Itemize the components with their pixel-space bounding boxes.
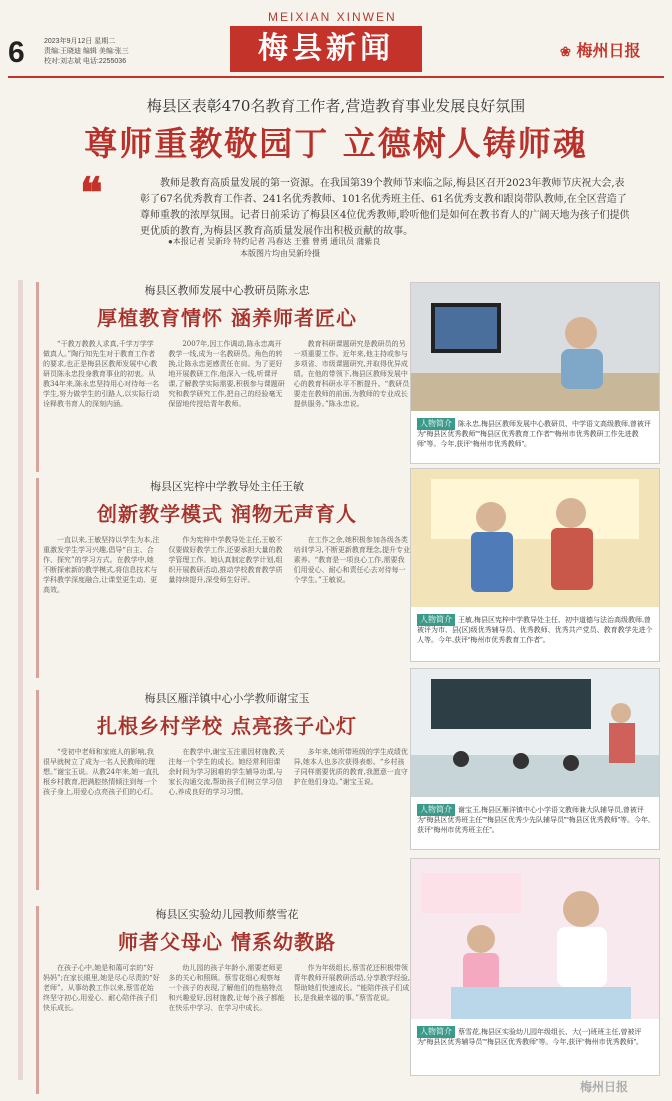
article-column: 2007年,因工作调动,陈永忠离开教学一线,成为一名教研员。角色的转换,让陈永忠更感责任在肩。为了更好地开展教研工作,他深入一线,听课评课,了解教学实际需要,积极参与课题研究和教学研究工作,把自己的经验毫无保留地传授给青年教师。 [168, 340, 285, 408]
article-column: 作为年级组长,蔡雪花还积极带领青年教师开展教研活动,分享教学经验,帮助她们快速成长。“能陪伴孩子们成长,是我最幸福的事。”蔡雪花说。 [293, 964, 411, 1002]
article-column: 在教学中,谢宝玉注重因材施教,关注每一个学生的成长。她经常利用课余时间为学习困难的学生辅导功课,与家长沟通交流,帮助孩子们树立学习信心,养成良好的学习习惯。 [168, 748, 285, 796]
article-column: 作为宪梓中学教导处主任,王敏不仅要做好教学工作,还要承担大量的教学管理工作。她认真制定教学计划,组织开展教研活动,推动学校教育教学质量持续提升,深受师生好评。 [168, 536, 283, 584]
photo-card [410, 468, 660, 662]
quote-icon: ❝ [80, 168, 103, 217]
photo-credit: 本版图片均由吴新玲摄 [240, 249, 320, 258]
article-title: 扎根乡村学校 点亮孩子心灯 [97, 714, 357, 738]
article-column: 在工作之余,她积极参加各级各类培训学习,不断更新教育理念,提升专业素养。“教育是一项良心工作,需要我们用爱心、耐心和责任心去对待每一个学生。”王敏说。 [293, 536, 411, 584]
proof-line: 校对:刘志斌 电话:2255036 [44, 58, 127, 65]
section-title: 梅县新闻 [230, 26, 422, 72]
header-rule [8, 76, 664, 78]
photo-chen-yongzhong [411, 283, 659, 411]
article-title: 创新教学模式 润物无声育人 [97, 502, 357, 526]
article-column: 一直以来,王敏坚持以学生为本,注重激发学生学习兴趣,倡导“自主、合作、探究”的学习方式。在教学中,她不断探索新的教学模式,将信息技术与学科教学深度融合,让课堂更生动、更高效。 [43, 536, 160, 594]
article-subject: 梅县区实验幼儿园教师蔡雪花 [155, 908, 299, 921]
editor-line: 责编:王晓迪 编辑 美编:张三 [44, 48, 129, 55]
caption-text: 谢宝玉,梅县区雁洋镇中心小学语文教师兼大队辅导员,曾被评为“梅县区优秀班主任”“梅县区优秀少先队辅导员”“梅县区优秀教师”等。今年,获评“梅州市优秀班主任”。 [417, 807, 650, 834]
photo-card [410, 282, 660, 464]
caption-tag: 人物简介 [417, 804, 455, 816]
photo-cai-xuehua [411, 859, 659, 1019]
article-column: “干教万教教人求真,千学万学学做真人。”陶行知先生对于教育工作者的要求,也正是梅县区教师发展中心教研员陈永忠投身教育事业的初衷。从教34年来,陈永忠坚持用心对待每一名学生,努力做学生的引路人,以实际行动诠释教书育人的深刻内涵。 [43, 340, 160, 408]
article-chen-yongzhong [36, 282, 411, 472]
photo-caption [411, 801, 659, 851]
logo-icon: ❀ [560, 45, 571, 60]
photo-card [410, 858, 660, 1076]
article-subject: 梅县区宪梓中学教导处主任王敏 [150, 480, 304, 493]
caption-text: 蔡雪花,梅县区实验幼儿园年级组长、大(一)班班主任,曾被评为“梅县区优秀辅导员”“梅县区优秀教师”等。今年,获评“梅州市优秀教师”。 [417, 1029, 643, 1046]
caption-text: 陈永忠,梅县区教师发展中心教研员、中学语文高级教师,曾被评为“梅县区优秀教师”“梅县区优秀教育工作者”“梅州市优秀教研工作先进教师”等。今年,获评“梅州市优秀教师”。 [417, 421, 651, 448]
photo-wang-min [411, 469, 659, 607]
caption-tag: 人物简介 [417, 418, 455, 430]
date-line: 2023年9月12日 星期二 [44, 38, 116, 45]
subheadline: 梅县区表彰470名教育工作者,营造教育事业发展良好氛围 [146, 97, 526, 115]
caption-tag: 人物简介 [417, 614, 455, 626]
photo-caption [411, 1023, 659, 1079]
caption-tag: 人物简介 [417, 1026, 455, 1038]
section-english-name: MEIXIAN XINWEN [268, 10, 397, 24]
photo-card [410, 668, 660, 850]
byline: ●本报记者 吴新玲 特约记者 冯春达 王雅 曾勇 通讯员 蒲紫良 [168, 237, 381, 246]
footer-logo: 梅州日报 [580, 1080, 629, 1094]
article-xie-baoyu [36, 690, 411, 890]
caption-text: 王敏,梅县区宪梓中学教导处主任、初中道德与法治高级教师,曾被评为市、县(区)级优秀辅导员、优秀教师、优秀共产党员、教育教学先进个人等。今年,获评“梅州市优秀教育工作者”。 [417, 617, 653, 644]
article-title: 师者父母心 情系幼教路 [118, 930, 336, 954]
photo-caption [411, 611, 659, 663]
article-column: 多年来,她所带班级的学生成绩优异,她本人也多次获得表彰。“乡村孩子同样需要优质的教育,我愿意一直守护在他们身边。”谢宝玉说。 [293, 748, 408, 786]
photo-caption [411, 415, 659, 465]
headline: 尊师重教敬园丁 立德树人铸师魂 [84, 124, 588, 163]
logo-text: 梅州日报 [576, 41, 641, 60]
article-column: “受初中老师和家庭人的影响,我很早就树立了成为一名人民教师的理想。”谢宝玉说。从教24年来,她一直扎根乡村教育,把满腔热情倾注到每一个孩子身上,用爱心点亮孩子们的心灯。 [43, 748, 160, 796]
article-column: 教育科研课题研究是教研员的另一项重要工作。近年来,他主持或参与多项省、市级课题研究,并取得优异成绩。在他的带领下,梅县区教师发展中心的教育科研水平不断提升。“教研员要走在教师的前面,为教师的专业成长提供服务。”陈永忠说。 [293, 340, 410, 408]
article-column: 幼儿园的孩子年龄小,需要老师更多的关心和照顾。蔡雪花细心观察每一个孩子的表现,了解他们的性格特点和兴趣爱好,因材施教,让每个孩子都能在快乐中学习、在学习中成长。 [168, 964, 285, 1012]
article-column: 在孩子心中,她是和蔼可亲的“好妈妈”;在家长眼里,她是尽心尽责的“好老师”。从事幼教工作以来,蔡雪花始终坚守初心,用爱心、耐心陪伴孩子们快乐成长。 [43, 964, 160, 1012]
article-subject: 梅县区雁洋镇中心小学教师谢宝玉 [144, 692, 310, 705]
article-wang-min [36, 478, 411, 678]
paper-logo [560, 38, 641, 61]
article-cai-xuehua [36, 906, 411, 1094]
intro-paragraph: 教师是教育高质量发展的第一资源。在我国第39个教师节来临之际,梅县区召开2023年教师节庆祝大会,表彰了67名优秀教育工作者、241名优秀教师、101名优秀班主任、61名优秀支教和跟岗带队教师,在全区营造了尊师重教的浓厚氛围。记者日前采访了梅县区4位优秀教师,聆听他们是如何在教书育人的广阔天地为孩子们提供更优质的教育,为梅县区教育高质量发展作出积极贡献的故事。 [140, 178, 630, 237]
photo-xie-baoyu [411, 669, 659, 797]
decorative-bar [18, 280, 23, 1080]
article-subject: 梅县区教师发展中心教研员陈永忠 [144, 284, 310, 297]
page-number: 6 [8, 36, 25, 69]
article-title: 厚植教育情怀 涵养师者匠心 [97, 306, 357, 330]
